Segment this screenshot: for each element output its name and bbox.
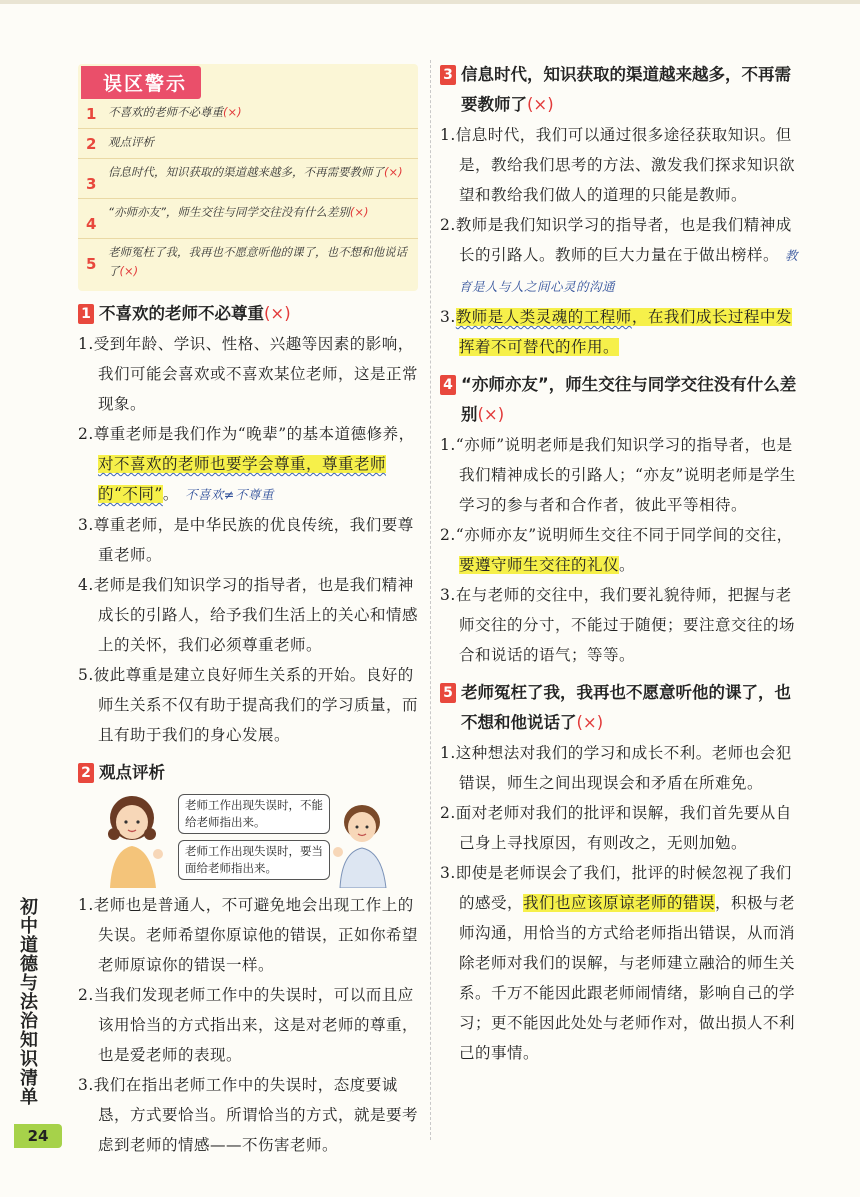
item-text: 2.尊重老师是我们作为“晚辈”的基本道德修养， (78, 425, 415, 443)
section-3-item-2 (440, 210, 800, 302)
item-text: 2.“亦师亦友”说明师生交往不同于同学间的交往， (440, 526, 793, 544)
section-4-item-1: 1.“亦师”说明老师是我们知识学习的指导者，也是我们精神成长的引路人；“亦友”说明老师是学生学习的参与者和合作者，彼此平等相待。 (440, 436, 796, 514)
warning-row (78, 159, 418, 199)
section-1-item-1: 1.受到年龄、学识、性格、兴趣等因素的影响，我们可能会喜欢或不喜欢某位老师，这是正常现象。 (78, 335, 419, 413)
section-2-heading (78, 758, 423, 788)
handwritten-note: 教育是人与人之间心灵的沟通 (459, 248, 799, 294)
section-3-heading (440, 60, 800, 120)
handwritten-note: 不喜欢≠不尊重 (184, 487, 274, 502)
section-5-item-2: 2.面对老师对我们的批评和误解，我们首先要从自己身上寻找原因，有则改之，无则加勉。 (440, 804, 792, 852)
section-5-heading (440, 678, 800, 738)
warning-row (78, 239, 418, 285)
section-4-item-3: 3.在与老师的交往中，我们要礼貌待师，把握与老师交往的分寸，不能过于随便；要注意交往的场合和说话的语气；等等。 (440, 586, 796, 664)
left-column (78, 64, 423, 1160)
section-title (461, 60, 800, 120)
dialogue-illustration (78, 792, 423, 888)
item-text: 。 (162, 485, 179, 503)
warning-row (78, 99, 418, 129)
warning-row-number: 5 (86, 255, 97, 273)
highlighted-text: ，在我们成长过程中发挥着不可替代的作用。 (459, 308, 792, 356)
warning-row-label: 老师冤枉了我，我再也不愿意听他的课了，也不想和他说话了 (108, 245, 407, 278)
highlighted-text: 要遵守师生交往的礼仪 (459, 556, 620, 574)
page-number: 24 (14, 1124, 62, 1148)
wrong-mark: (×) (576, 713, 604, 732)
section-1-item-2 (78, 419, 423, 510)
section-2-item-1: 1.老师也是普通人，不可避免地会出现工作上的失误。老师希望你原谅他的错误，正如你希望老师原谅你的错误一样。 (78, 896, 419, 974)
speech-bubble-boy: 老师工作出现失误时，要当面给老师指出来。 (178, 840, 330, 880)
section-title-text: 不喜欢的老师不必尊重 (99, 304, 264, 323)
item-text: 2.教师是我们知识学习的指导者，也是我们精神成长的引路人。教师的巨大力量在于做出榜样。 (440, 216, 792, 264)
section-number: 3 (440, 65, 456, 85)
section-title-text: 信息时代，知识获取的渠道越来越多，不再需要教师了 (461, 65, 791, 114)
section-title: 观点评析 (99, 763, 165, 782)
section-title (99, 299, 291, 329)
section-1-heading (78, 299, 423, 329)
section-number: 5 (440, 683, 456, 703)
item-text: 3. (440, 308, 456, 326)
item-text: 。 (619, 556, 636, 574)
wrong-mark: (×) (119, 264, 139, 278)
wrong-mark: (×) (349, 205, 369, 219)
section-title-text: “亦师亦友”，师生交往与同学交往没有什么差别 (461, 375, 797, 424)
warning-row-label: 信息时代，知识获取的渠道越来越多，不再需要教师了 (108, 165, 384, 179)
warning-row-number: 2 (86, 135, 97, 153)
speech-bubble-girl: 老师工作出现失误时，不能给老师指出来。 (178, 794, 330, 834)
warning-row-label: 观点评析 (108, 135, 154, 149)
warning-row-text (108, 133, 154, 152)
warning-row-number: 1 (86, 105, 97, 123)
warning-row (78, 129, 418, 159)
section-1-item-5: 5.彼此尊重是建立良好师生关系的开始。良好的师生关系不仅有助于提高我们的学习质量，而且有助于我们的身心发展。 (78, 666, 419, 744)
item-text: 3.即使是老师误会了我们，批评的时候忽视了我们的感受， (440, 864, 792, 912)
warning-row-text (108, 203, 369, 222)
section-number: 4 (440, 375, 456, 395)
warning-row-text (108, 243, 412, 281)
top-strip (0, 0, 860, 4)
warning-row-label: “亦师亦友”，师生交往与同学交往没有什么差别 (108, 205, 350, 219)
warning-row-text (108, 103, 242, 122)
section-1-item-3: 3.尊重老师，是中华民族的优良传统，我们要尊重老师。 (78, 516, 414, 564)
warning-title: 误区警示 (81, 66, 201, 99)
wrong-mark: (×) (477, 405, 505, 424)
section-number: 2 (78, 763, 94, 783)
boy-illustration (330, 800, 392, 888)
highlighted-text: 我们也应该原谅老师的错误 (523, 894, 716, 912)
highlighted-text: 教师是人类灵魂的工程师 (455, 308, 632, 326)
highlighted-text: 对不喜欢的老师也要学会尊重，尊重老师的“不同” (98, 455, 387, 503)
wrong-mark: (×) (264, 304, 291, 323)
section-2-item-3: 3.我们在指出老师工作中的失误时，态度要诚恳，方式要恰当。所谓恰当的方式，就是要考虑到老师的情感——不伤害老师。 (78, 1076, 419, 1154)
book-side-label: 初中道德与法治知识清单 (20, 897, 38, 1108)
section-title-text: 老师冤枉了我，我再也不愿意听他的课了，也不想和他说话了 (461, 683, 791, 732)
warning-row-label: 不喜欢的老师不必尊重 (108, 105, 223, 119)
section-1-item-4: 4.老师是我们知识学习的指导者，也是我们精神成长的引路人，给予我们生活上的关心和情感上的关怀，我们必须尊重老师。 (78, 576, 419, 654)
warning-row-number: 4 (86, 215, 97, 233)
mistake-warning-box (78, 64, 418, 291)
column-divider (430, 60, 431, 1140)
girl-illustration (98, 792, 168, 888)
section-title (461, 370, 800, 430)
wrong-mark: (×) (384, 165, 403, 179)
section-3-item-3 (440, 302, 800, 362)
section-5-item-3 (440, 858, 800, 1068)
wrong-mark: (×) (223, 105, 242, 119)
section-number: 1 (78, 304, 94, 324)
section-title (461, 678, 800, 738)
section-5-item-1: 1.这种想法对我们的学习和成长不利。老师也会犯错误，师生之间出现误会和矛盾在所难免。 (440, 744, 792, 792)
warning-row-text (108, 163, 403, 182)
right-column (440, 60, 800, 1068)
warning-row (78, 199, 418, 239)
section-3-item-1: 1.信息时代，我们可以通过很多途径获取知识。但是，教给我们思考的方法、激发我们探求知识欲望和教给我们做人的道理的只能是教师。 (440, 126, 796, 204)
warning-row-number: 3 (86, 175, 97, 193)
section-4-item-2 (440, 520, 800, 580)
section-4-heading (440, 370, 800, 430)
section-2-item-2: 2.当我们发现老师工作中的失误时，可以而且应该用恰当的方式指出来，这是对老师的尊重，也是爱老师的表现。 (78, 986, 419, 1064)
item-text: ，积极与老师沟通，用恰当的方式给老师指出错误，从而消除老师对我们的误解，与老师建立融洽的师生关系。千万不能因此跟老师闹情绪，影响自己的学习；更不能因此处处与老师作对，做出损人不利己的事情。 (459, 894, 796, 1062)
wrong-mark: (×) (527, 95, 554, 114)
